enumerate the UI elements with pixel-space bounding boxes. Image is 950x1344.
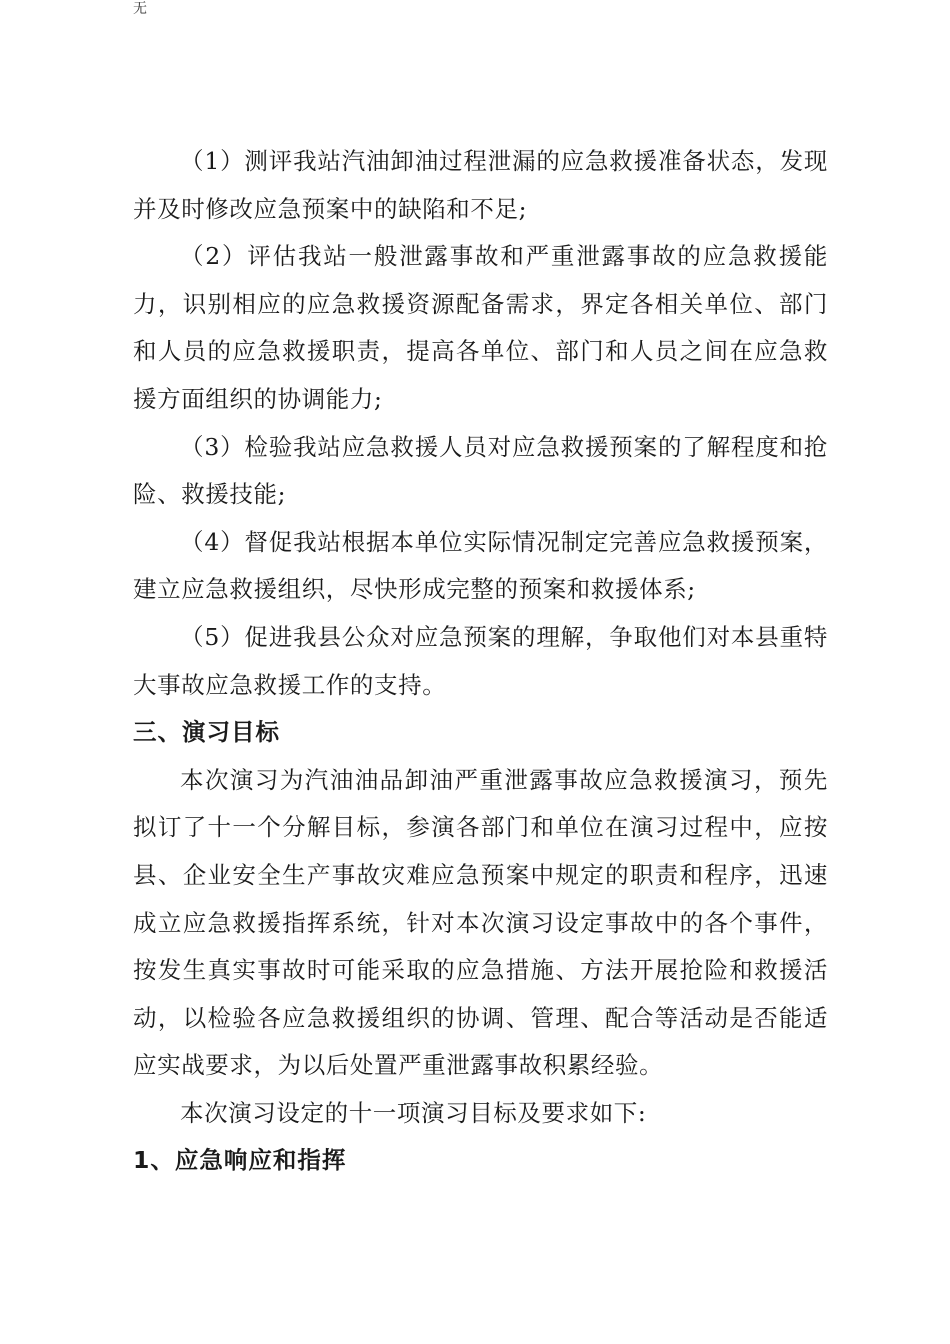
purpose-item-3: （3）检验我站应急救援人员对应急救援预案的了解程度和抢险、救援技能; [133,432,828,509]
goals-intro-paragraph: 本次演习设定的十一项演习目标及要求如下: [180,1098,647,1127]
purpose-item-1: （1）测评我站汽油卸油过程泄漏的应急救援准备状态，发现并及时修改应急预案中的缺陷和不足; [133,147,828,223]
purpose-item-2: （2）评估我站一般泄露事故和严重泄露事故的应急救援能力，识别相应的应急救援资源配备需求，界定各相关单位、部门和人员的应急救援职责，提高各单位、部门和人员之间在应急救援方面组织的协调能力; [133,242,828,413]
document-body [133,138,828,1185]
header-note: 无 [133,1,147,17]
purpose-item-5: （5）促进我县公众对应急预案的理解，争取他们对本县重特大事故应急救援工作的支持。 [133,622,828,699]
section-heading-goals: 三、演习目标 [133,718,280,747]
goals-paragraph: 本次演习为汽油油品卸油严重泄露事故应急救援演习，预先拟订了十一个分解目标，参演各部门和单位在演习过程中，应按县、企业安全生产事故灾难应急预案中规定的职责和程序，迅速成立应急救援指挥系统，针对本次演习设定事故中的各个事件，按发生真实事故时可能采取的应急措施、方法开展抢险和救援活动，以检验各应急救援组织的协调、管理、配合等活动是否能适应实战要求，为以后处置严重泄露事故积累经验。 [133,765,828,1080]
purpose-item-4: （4）督促我站根据本单位实际情况制定完善应急救援预案，建立应急救援组织，尽快形成完整的预案和救援体系; [133,527,828,604]
subheading-emergency-response: 1、应急响应和指挥 [133,1146,347,1175]
